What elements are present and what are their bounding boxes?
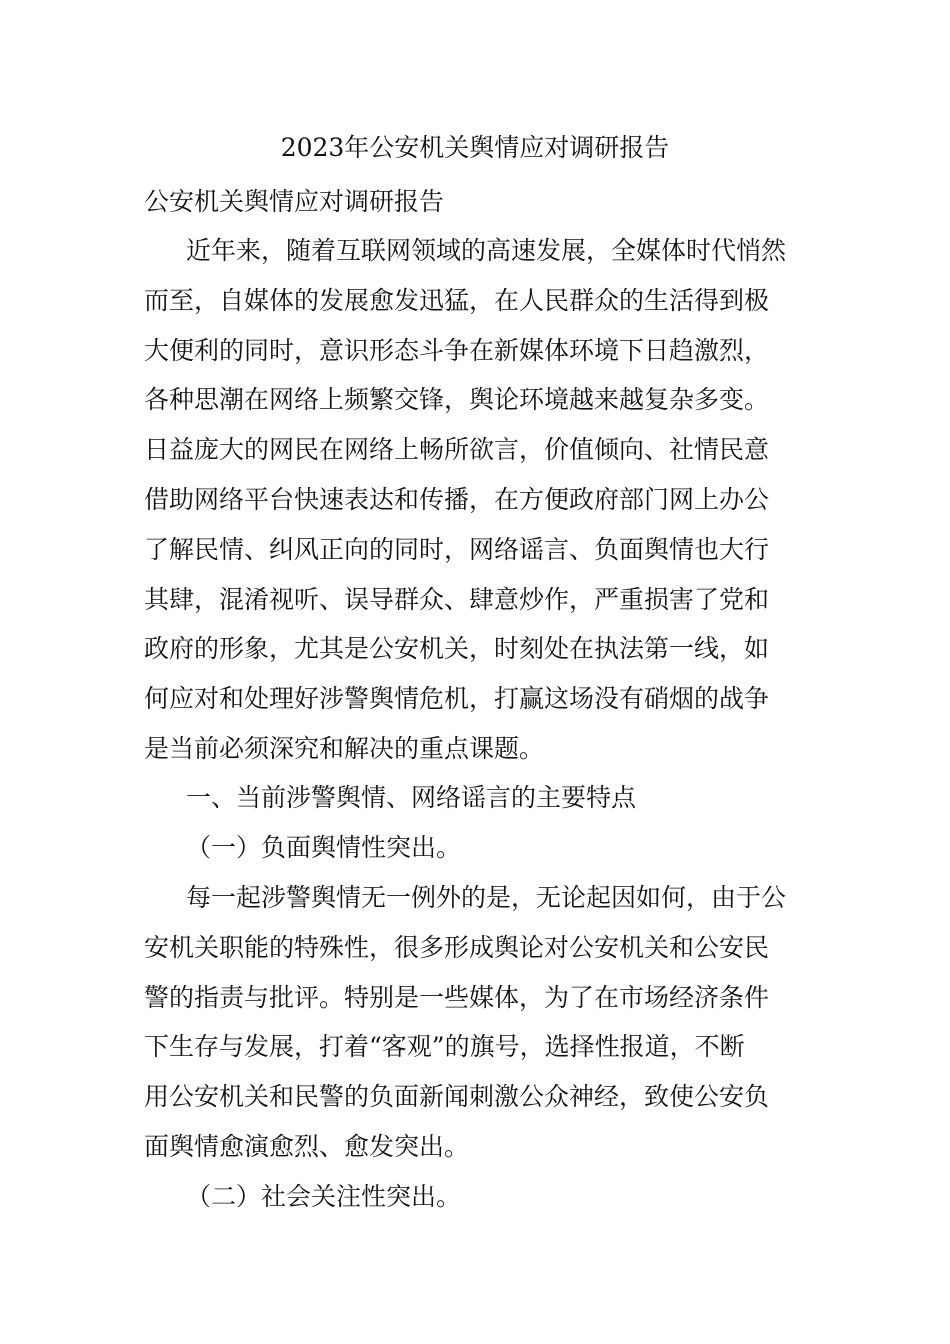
- paragraph-line: 是当前必须深究和解决的重点课题。: [144, 734, 545, 763]
- paragraph-line: 其肆，混淆视听、误导群众、肆意炒作，严重损害了党和: [144, 585, 770, 614]
- paragraph-line: 下生存与发展，打着“客观”的旗号，选择性报道，不断: [144, 1032, 745, 1061]
- paragraph-line: 安机关职能的特殊性，很多形成舆论对公安机关和公安民: [144, 933, 770, 962]
- document-title: 2023年公安机关舆情应对调研报告: [280, 133, 670, 162]
- paragraph-line: 警的指责与批评。特别是一些媒体，为了在市场经济条件: [144, 983, 770, 1012]
- paragraph-line: 面舆情愈演愈烈、愈发突出。: [144, 1132, 470, 1161]
- subsection-heading: （一）负面舆情性突出。: [186, 833, 462, 862]
- paragraph-line: 何应对和处理好涉警舆情危机，打赢这场没有硝烟的战争: [144, 684, 770, 713]
- paragraph-line: 而至，自媒体的发展愈发迅猛，在人民群众的生活得到极: [144, 286, 770, 315]
- paragraph-line: 政府的形象，尤其是公安机关，时刻处在执法第一线，如: [144, 634, 770, 663]
- paragraph-line: 近年来，随着互联网领域的高速发展，全媒体时代悄然: [186, 236, 787, 265]
- paragraph-line: 借助网络平台快速表达和传播，在方便政府部门网上办公: [144, 485, 770, 514]
- paragraph-line: 日益庞大的网民在网络上畅所欲言，价值倾向、社情民意: [144, 435, 770, 464]
- paragraph-line: 大便利的同时，意识形态斗争在新媒体环境下日趋激烈，: [144, 336, 770, 365]
- paragraph-line: 了解民情、纠风正向的同时，网络谣言、负面舆情也大行: [144, 535, 770, 564]
- section-heading: 一、当前涉警舆情、网络谣言的主要特点: [186, 783, 637, 812]
- subsection-heading: （二）社会关注性突出。: [186, 1182, 462, 1211]
- paragraph-line: 每一起涉警舆情无一例外的是，无论起因如何，由于公: [186, 883, 787, 912]
- document-subtitle: 公安机关舆情应对调研报告: [144, 187, 445, 216]
- paragraph-line: 用公安机关和民警的负面新闻刺激公众神经，致使公安负: [144, 1082, 770, 1111]
- paragraph-line: 各种思潮在网络上频繁交锋，舆论环境越来越复杂多变。: [144, 385, 770, 414]
